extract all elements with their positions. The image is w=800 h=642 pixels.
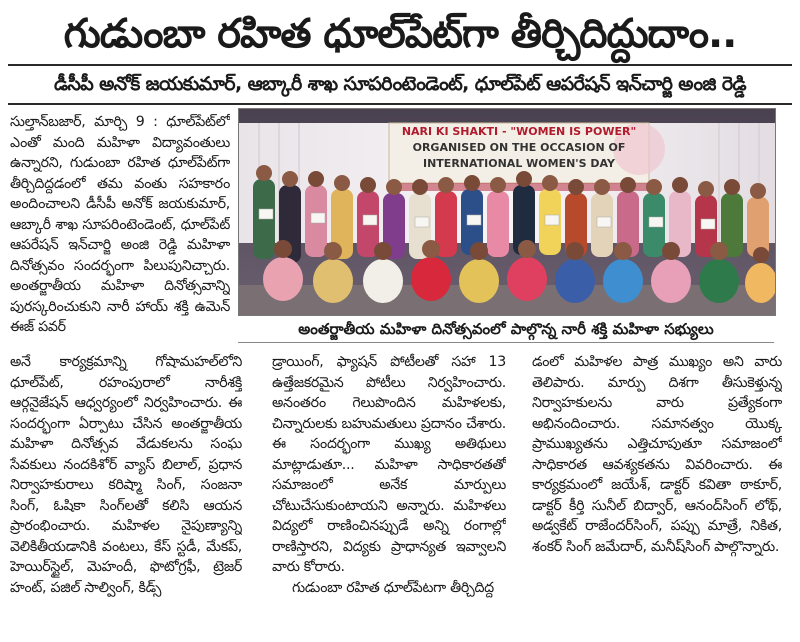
- article-paragraph: డ్రాయింగ్, ఫ్యాషన్ పోటీలతో సహా 13 ఉత్తేజకరమైన పోటీలు నిర్వహించారు. అనంతరం గెలుపొందిన మహిళలకు, చిన్నారులకు బహుమతులు ప్రదానం చేశారు. ఈ సందర్భంగా ముఖ్య అతిథులు మాట్లాడుతూ... మహిళా సాధికారతతో సమాజంలో అనేక మార్పులు చోటుచేసుకుంటాయని అన్నారు. మహిళలు విద్యలో రాణించినప్పుడే అన్ని రంగాల్లో రాణిస్తారని, విద్యకు ప్రాధాన్యత ఇవ్వాలని వారు కోరారు.: [272, 354, 506, 575]
- subheadline: డీసీపీ అనోక్ జయకుమార్, ఆబ్కారీ శాఖ సూపరింటెండెంట్, ధూల్‌పేట్ ఆపరేషన్ ఇన్‌చార్జి అంజి రెడ్డి: [54, 73, 746, 95]
- event-photo: [238, 108, 776, 316]
- banner-line-1: NARI KI SHAKTI - "WOMEN IS POWER": [401, 125, 637, 138]
- article-paragraph: సుల్తాన్‌బజార్, మార్చి 9 : ధూల్‌పేట్‌లో ఎంతో మంది మహిళా విద్యావంతులు ఉన్నారని, గుడుంబా రహిత ధూల్‌పేట్‌గా తీర్చిదిద్దడంలో తమ వంతు సహకారం అందించాలని డీసీపీ అనోక్ జయకుమార్, ఆబ్కారీ శాఖ సూపరింటెండెంట్, ధూల్‌పేట్ ఆపరేషన్ ఇన్‌చార్జి అంజి రెడ్డి మహిళా దినోత్సవం సందర్భంగా పిలుపునిచ్చారు. అంతర్జాతీయ మహిళా దినోత్సవాన్ని పురస్కరించుకుని నారీ హాయ్ శక్తి ఉమెన్ ఈజ్ పవర్: [10, 114, 230, 335]
- banner-line-2: ORGANISED ON THE OCCASION OF: [412, 141, 626, 154]
- subheadline-rule: [8, 103, 792, 105]
- photo-caption: అంతర్జాతీయ మహిళా దినోత్సవంలో పాల్గొన్న నారీ శక్తి మహిళా సభ్యులు: [238, 316, 774, 343]
- article-column-1-bottom: [10, 352, 242, 638]
- article-column-1-top: [10, 112, 230, 348]
- banner-line-3: INTERNATIONAL WOMEN'S DAY: [423, 157, 615, 170]
- article-paragraph: డంలో మహిళల పాత్ర ముఖ్యం అని వారు తెలిపారు. మార్పు దిశగా తీసుకెళ్తున్న నిర్వాహకులను వారు ప్రత్యేకంగా అభినందించారు. సమానత్వం యొక్క ప్రాముఖ్యతను ఎత్తిచూపుతూ సమాజంలో సాధికారత ఆవశ్యకతను వివరించారు. ఈ కార్యక్రమంలో జయేశ్, డాక్టర్ కవితా ఠాకూర్, డాక్టర్ కీర్తి సునీల్ బిద్వార్, ఆనంద్‌సింగ్ లోథ్, అడ్వకేట్ రాజేందర్‌సింగ్, పప్పు మాత్రే, నికిత, శంకర్ సింగ్ జమేదార్, మనీష్‌సింగ్ పాల్గొన్నారు.: [532, 354, 782, 555]
- article-paragraph: అనే కార్యక్రమాన్ని గోషామహల్‌లోని ధూల్‌పేట్, రహంపురాలో నారీశక్తి ఆర్గనైజేషన్ ఆధ్వర్యంలో నిర్వహించారు. ఈ సందర్భంగా ఏర్పాటు చేసిన అంతర్జాతీయ మహిళా దినోత్సవ వేడుకలను సంఘ సేవకులు నందకిశోర్ వ్యాస్ బిలాల్, ప్రధాన నిర్వాహకురాలు కరిష్మా సింగ్, సంజనా సింగ్, ఓషికా సింగ్‌లతో కలిసి ఆయన ప్రారంభించారు. మహిళల నైపుణ్యాన్ని వెలికితీయడానికి వంటలు, కేస్ స్టడీ, మేకప్, హెయిర్‌స్టైల్, మెహందీ, ఫొటోగ్రఫీ, ట్రెజర్ హంట్, పజిల్ సాల్వింగ్, కిడ్స్: [10, 354, 242, 596]
- article-paragraph: గుడుంబా రహిత ధూల్‌పేటగా తీర్చిదిద్ద: [292, 579, 494, 596]
- headline: గుడుంబా రహిత ధూల్‌పేట్‌గా తీర్చిదిద్దుదాం..: [63, 11, 737, 57]
- article-column-2: [272, 352, 506, 638]
- group-photo-illustration: [239, 109, 775, 315]
- article-column-3: [532, 352, 782, 638]
